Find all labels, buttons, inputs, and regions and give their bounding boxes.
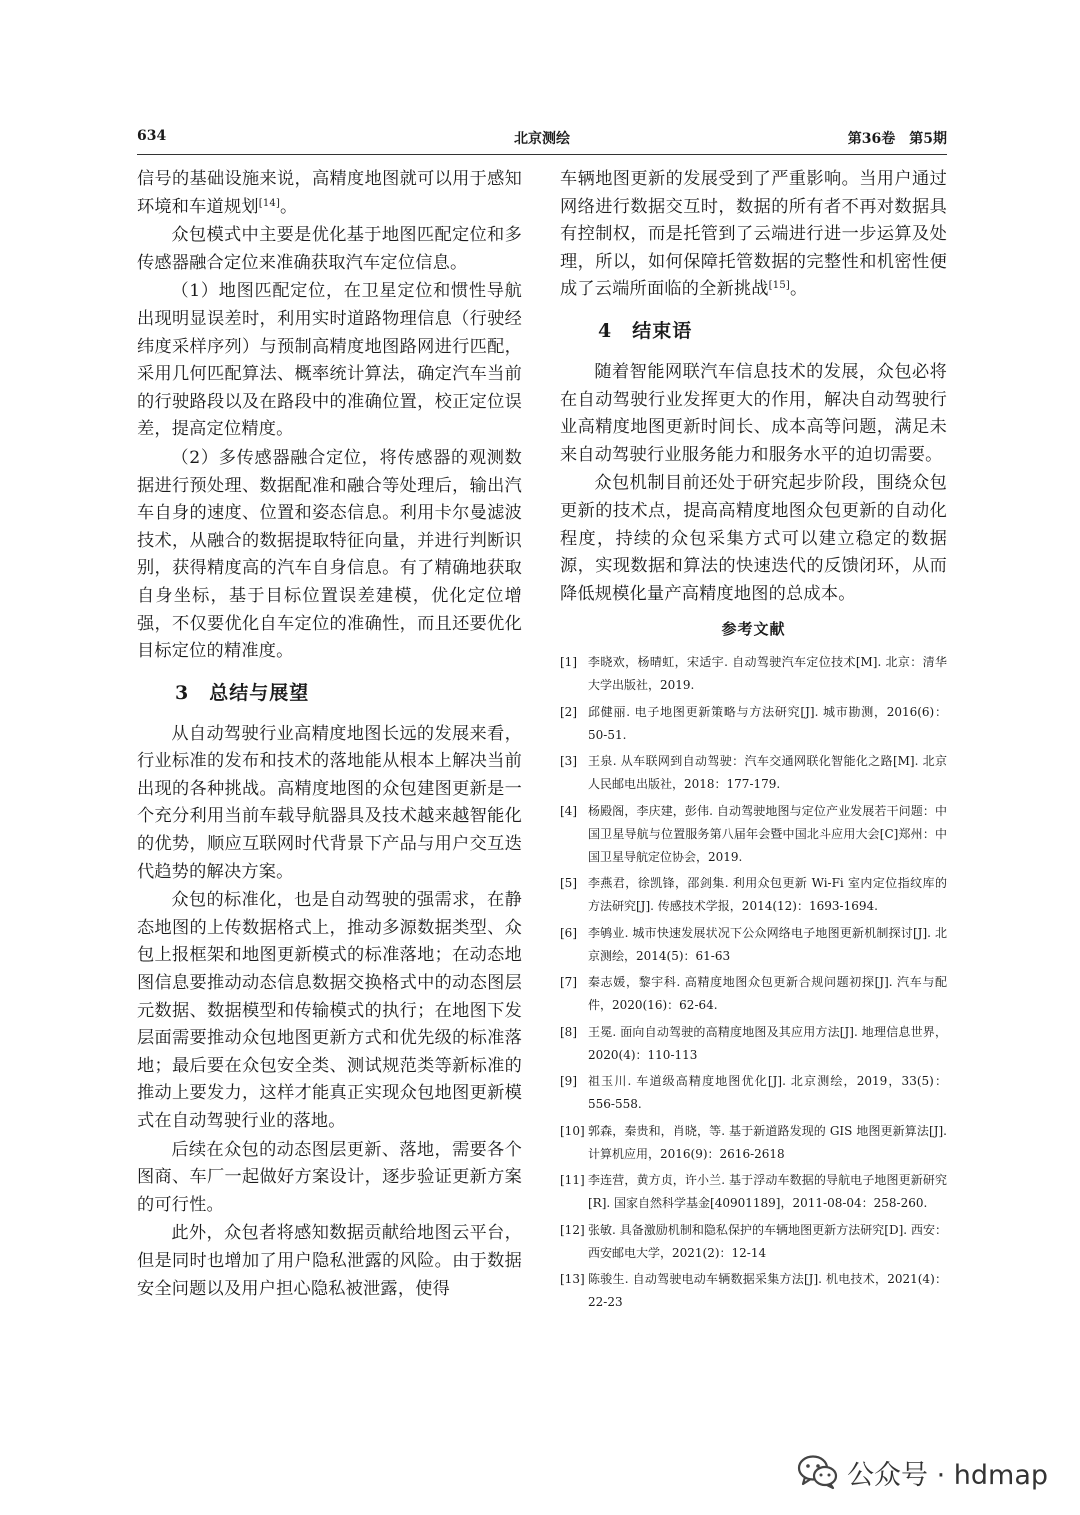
reference-item — [560, 1021, 947, 1067]
paragraph: 众包模式中主要是优化基于地图匹配定位和多传感器融合定位来准确获取汽车定位信息。 — [137, 225, 522, 273]
reference-number: [3] — [560, 754, 577, 769]
paragraph-end: 。 — [280, 196, 298, 217]
paragraph — [560, 166, 947, 304]
reference-item — [560, 971, 947, 1017]
watermark — [797, 1452, 1048, 1492]
page-header — [137, 128, 947, 152]
paragraph-text: 信号的基础设施来说，高精度地图就可以用于感知环境和车道规划 — [137, 169, 522, 217]
reference-number: [10] — [560, 1123, 585, 1138]
citation: [15] — [768, 280, 790, 292]
reference-number: [13] — [560, 1272, 585, 1287]
section-heading — [137, 679, 522, 707]
header-divider — [137, 154, 947, 155]
reference-item — [560, 701, 947, 747]
paragraph: 随着智能网联汽车信息技术的发展，众包必将在自动驾驶行业发挥更大的作用，解决自动驾驶行业高精度地图更新时间长、成本高等问题，满足未来自动驾驶行业服务能力和服务水平的迫切需要。 — [560, 361, 947, 465]
paragraph: 后续在众包的动态图层更新、落地，需要各个图商、车厂一起做好方案设计，逐步验证更新方案的可行性。 — [137, 1139, 522, 1215]
section-number: 4 — [598, 319, 613, 342]
reference-number: [11] — [560, 1173, 585, 1188]
reference-number: [1] — [560, 655, 577, 670]
reference-text: 李连营，黄方贞，许小兰. 基于浮动车数据的导航电子地图更新研究[R]. 国家自然科学基金[40901189]，2011-08-04：258-260. — [588, 1173, 947, 1211]
reference-number: [6] — [560, 925, 577, 940]
reference-item — [560, 651, 947, 697]
reference-number: [4] — [560, 803, 577, 818]
paragraph: （2）多传感器融合定位，将传感器的观测数据进行预处理、数据配准和融合等处理后，输出汽车自身的速度、位置和姿态信息。利用卡尔曼滤波技术，从融合的数据提取特征向量，并进行判断识别，获得精度高的汽车自身信息。有了精确地获取自身坐标，基于目标位置误差建模，优化定位增强，不仅要优化自车定位的准确性，而且还要优化目标定位的精准度。 — [137, 447, 522, 662]
reference-text: 李鸲业. 城市快速发展状况下公众网络电子地图更新机制探讨[J]. 北京测绘，2014(5)：61-63 — [588, 925, 947, 963]
reference-item — [560, 1219, 947, 1265]
section-title: 结束语 — [632, 319, 693, 342]
references-heading: 参考文献 — [721, 620, 786, 639]
paragraph: 从自动驾驶行业高精度地图长远的发展来看，行业标准的发布和技术的落地能从根本上解决当前出现的各种挑战。高精度地图的众包建图更新是一个充分利用当前车载导航器具及技术越来越智能化的优势，顺应互联网时代背景下产品与用户交互迭代趋势的解决方案。 — [137, 723, 522, 882]
paragraph: 众包机制目前还处于研究起步阶段，围绕众包更新的技术点，提高高精度地图众包更新的自动化程度，持续的众包采集方式可以建立稳定的数据源，实现数据和算法的快速迭代的反馈闭环，从而降低规模化量产高精度地图的总成本。 — [560, 473, 947, 604]
reference-number: [2] — [560, 704, 577, 719]
reference-number: [7] — [560, 975, 577, 990]
journal-name: 北京测绘 — [514, 131, 570, 147]
reference-text: 邱健丽. 电子地图更新策略与方法研究[J]. 城市勘测，2016(6)：50-51. — [588, 704, 947, 742]
reference-number: [9] — [560, 1074, 577, 1089]
citation: [14] — [258, 197, 281, 209]
left-column — [137, 166, 522, 1304]
reference-text: 李燕君，徐凯锋，邵剑集. 利用众包更新 Wi-Fi 室内定位指纹库的方法研究[J]. 传感技术学报，2014(12)：1693-1694. — [588, 876, 947, 914]
reference-item — [560, 872, 947, 918]
watermark-text: 公众号 · hdmap — [847, 1459, 1048, 1491]
reference-item — [560, 750, 947, 796]
reference-text: 陈骏生. 自动驾驶电动车辆数据采集方法[J]. 机电技术，2021(4)：22-23 — [588, 1272, 947, 1310]
reference-item — [560, 1268, 947, 1314]
reference-item — [560, 1169, 947, 1215]
reference-number: [8] — [560, 1024, 577, 1039]
paragraph: 此外，众包者将感知数据贡献给地图云平台，但是同时也增加了用户隐私泄露的风险。由于数据安全问题以及用户担心隐私被泄露，使得 — [137, 1223, 522, 1299]
section-number: 3 — [175, 681, 190, 704]
section-heading — [560, 317, 947, 345]
reference-text: 郭森，秦贵和，肖晓，等. 基于新道路发现的 GIS 地图更新算法[J]. 计算机应用，2016(9)：2616-2618 — [588, 1123, 947, 1161]
reference-text: 王泉. 从车联网到自动驾驶：汽车交通网联化智能化之路[M]. 北京人民邮电出版社，2018：177-179. — [588, 754, 947, 792]
wechat-icon — [797, 1454, 839, 1490]
reference-text: 李晓欢，杨晴虹，宋适宇. 自动驾驶汽车定位技术[M]. 北京：清华大学出版社，2019. — [588, 655, 947, 693]
paragraph: 众包的标准化，也是自动驾驶的强需求，在静态地图的上传数据格式上，推动多源数据类型、众包上报框架和地图更新模式的标准落地；在动态地图信息要推动动态信息数据交换格式中的动态图层元数据、数据模型和传输模式的执行；在地图下发层面需要推动众包地图更新方式和优先级的标准落地；最后要在众包安全类、测试规范类等新标准的推动上要发力，这样才能真正实现众包地图更新模式在自动驾驶行业的落地。 — [137, 890, 522, 1131]
reference-item — [560, 922, 947, 968]
reference-number: [12] — [560, 1222, 585, 1237]
paragraph — [137, 166, 522, 221]
paragraph-end: 。 — [789, 279, 808, 300]
reference-text: 杨殿阁，李庆建，彭伟. 自动驾驶地图与定位产业发展若干问题：中国卫星导航与位置服务第八届年会暨中国北斗应用大会[C]郑州：中国卫星导航定位协会，2019. — [588, 803, 947, 864]
reference-list — [560, 651, 947, 1314]
reference-number: [5] — [560, 876, 577, 891]
reference-text: 祖玉川. 车道级高精度地图优化[J]. 北京测绘，2019，33(5)：556-558. — [588, 1074, 947, 1112]
reference-text: 王冕. 面向自动驾驶的高精度地图及其应用方法[J]. 地理信息世界，2020(4)：110-113 — [588, 1024, 947, 1062]
section-title: 总结与展望 — [209, 681, 310, 704]
volume-issue: 第36卷 第5期 — [847, 131, 947, 147]
reference-text: 张敏. 具备激励机制和隐私保护的车辆地图更新方法研究[D]. 西安：西安邮电大学，2021(2)：12-14 — [588, 1222, 947, 1260]
paragraph-text: 车辆地图更新的发展受到了严重影响。当用户通过网络进行数据交互时，数据的所有者不再对数据具有控制权，而是托管到了云端进行进一步运算及处理，所以，如何保障托管数据的完整性和机密性便成了云端所面临的全新挑战 — [560, 169, 947, 300]
reference-item — [560, 800, 947, 869]
reference-text: 秦志媛，黎宇科. 高精度地图众包更新合规问题初探[J]. 汽车与配件，2020(16)：62-64. — [588, 975, 947, 1013]
right-column — [560, 166, 947, 1318]
paragraph: （1）地图匹配定位，在卫星定位和惯性导航出现明显误差时，利用实时道路物理信息（行驶经纬度采样序列）与预制高精度地图路网进行匹配，采用几何匹配算法、概率统计算法，确定汽车当前的行驶路段以及在路段中的准确位置，校正定位误差，提高定位精度。 — [137, 281, 522, 440]
page-number: 634 — [137, 128, 167, 144]
reference-item — [560, 1120, 947, 1166]
reference-item — [560, 1070, 947, 1116]
